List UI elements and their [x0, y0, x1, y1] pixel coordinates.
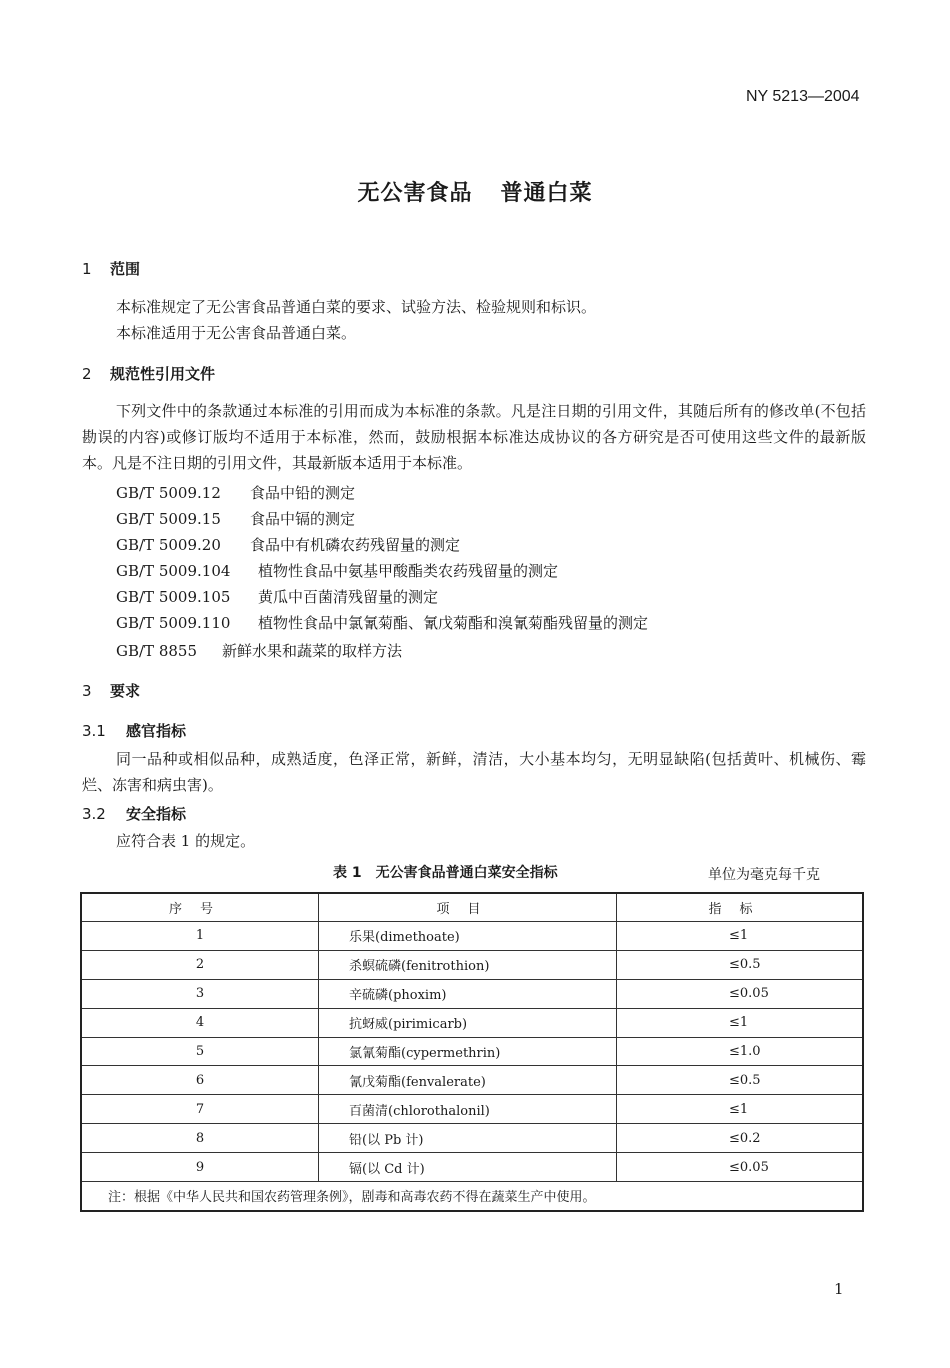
row-limit: ≤0.5 [617, 1066, 864, 1095]
table-note: 注：根据《中华人民共和国农药管理条例》，剧毒和高毒农药不得在蔬菜生产中使用。 [81, 1182, 863, 1211]
section-3-1-number: 3.1 [82, 722, 106, 740]
header-item: 项目 [319, 893, 617, 922]
row-serial: 2 [81, 950, 319, 979]
section-3-number: 3 [82, 682, 92, 700]
page-title [0, 176, 950, 207]
row-limit: ≤1 [617, 1095, 864, 1124]
section-3-2-heading [82, 803, 186, 824]
reference-code: GB/T 5009.110 [116, 614, 231, 632]
section-1-para-1: 本标准规定了无公害食品普通白菜的要求、试验方法、检验规则和标识。 [116, 298, 597, 316]
section-2-number: 2 [82, 365, 92, 383]
row-limit: ≤1 [617, 922, 864, 951]
row-serial: 4 [81, 1008, 319, 1037]
reference-code: GB/T 8855 [116, 642, 198, 660]
row-item: 杀螟硫磷(fenitrothion) [319, 950, 617, 979]
reference-code: GB/T 5009.20 [116, 536, 221, 554]
row-item: 镉(以 Cd 计) [319, 1153, 617, 1182]
reference-name: 食品中镉的测定 [250, 510, 356, 528]
table-unit: 单位为毫克每千克 [708, 867, 820, 883]
row-limit: ≤1.0 [617, 1037, 864, 1066]
header-limit: 指标 [617, 893, 864, 922]
reference-code: GB/T 5009.15 [116, 510, 221, 528]
title-part-2: 普通白菜 [500, 181, 593, 206]
row-serial: 1 [81, 922, 319, 951]
table-row [81, 1008, 863, 1037]
row-serial: 9 [81, 1153, 319, 1182]
reference-name: 植物性食品中氯氰菊酯、氰戊菊酯和溴氰菊酯残留量的测定 [258, 614, 649, 632]
row-limit: ≤0.05 [617, 1153, 864, 1182]
section-3-title: 要求 [110, 682, 141, 700]
row-limit: ≤0.2 [617, 1124, 864, 1153]
section-1-number: 1 [82, 260, 92, 278]
reference-code: GB/T 5009.12 [116, 484, 221, 502]
table-row [81, 922, 863, 951]
section-3-2-title: 安全指标 [126, 805, 187, 823]
row-item: 铅(以 Pb 计) [319, 1124, 617, 1153]
section-2-title: 规范性引用文件 [110, 365, 216, 383]
reference-code: GB/T 5009.105 [116, 588, 231, 606]
safety-index-table [80, 892, 864, 1212]
table-row [81, 950, 863, 979]
section-1-title: 范围 [110, 260, 141, 278]
table-caption: 表 1 无公害食品普通白菜安全指标 [333, 865, 558, 881]
page-number: 1 [834, 1280, 844, 1298]
section-1-heading [82, 258, 140, 279]
row-limit: ≤0.5 [617, 950, 864, 979]
table-row [81, 1153, 863, 1182]
row-item: 乐果(dimethoate) [319, 922, 617, 951]
reference-item [116, 534, 460, 555]
document-number: NY 5213—2004 [746, 88, 860, 105]
table-row [81, 1066, 863, 1095]
reference-code: GB/T 5009.104 [116, 562, 231, 580]
row-item: 氰戊菊酯(fenvalerate) [319, 1066, 617, 1095]
reference-item [116, 640, 402, 661]
reference-name: 植物性食品中氨基甲酸酯类农药残留量的测定 [258, 562, 559, 580]
table-row [81, 1037, 863, 1066]
section-1-para-2: 本标准适用于无公害食品普通白菜。 [116, 324, 357, 342]
reference-item [116, 560, 558, 581]
row-limit: ≤1 [617, 1008, 864, 1037]
row-item: 抗蚜威(pirimicarb) [319, 1008, 617, 1037]
row-serial: 5 [81, 1037, 319, 1066]
table-row [81, 1095, 863, 1124]
row-item: 百菌清(chlorothalonil) [319, 1095, 617, 1124]
section-3-2-text: 应符合表 1 的规定。 [116, 832, 256, 850]
reference-name: 食品中铅的测定 [250, 484, 356, 502]
header-serial: 序号 [81, 893, 319, 922]
row-item: 辛硫磷(phoxim) [319, 979, 617, 1008]
row-item: 氯氰菊酯(cypermethrin) [319, 1037, 617, 1066]
row-limit: ≤0.05 [617, 979, 864, 1008]
reference-item [116, 508, 355, 529]
section-3-heading [82, 680, 140, 701]
row-serial: 8 [81, 1124, 319, 1153]
title-part-1: 无公害食品 [357, 181, 473, 206]
table-row [81, 979, 863, 1008]
section-3-2-number: 3.2 [82, 805, 106, 823]
reference-item [116, 612, 648, 633]
reference-name: 黄瓜中百菌清残留量的测定 [258, 588, 439, 606]
section-3-1-title: 感官指标 [126, 722, 187, 740]
section-2-heading [82, 363, 215, 384]
reference-item [116, 482, 355, 503]
section-3-1-heading [82, 720, 186, 741]
table-note-row [81, 1182, 863, 1211]
reference-name: 食品中有机磷农药残留量的测定 [250, 536, 461, 554]
table-header-row [81, 893, 863, 922]
row-serial: 7 [81, 1095, 319, 1124]
section-2-intro: 下列文件中的条款通过本标准的引用而成为本标准的条款。凡是注日期的引用文件，其随后所有的修改单(不包括勘误的内容)或修订版均不适用于本标准，然而，鼓励根据本标准达成协议的各方研究是否可使用这些文件的最新版本。凡是不注日期的引用文件，其最新版本适用于本标准。 [82, 402, 866, 472]
reference-name: 新鲜水果和蔬菜的取样方法 [222, 642, 403, 660]
section-3-1-text: 同一品种或相似品种，成熟适度，色泽正常，新鲜，清洁，大小基本均匀，无明显缺陷(包括黄叶、机械伤、霉烂、冻害和病虫害)。 [82, 750, 866, 794]
row-serial: 6 [81, 1066, 319, 1095]
row-serial: 3 [81, 979, 319, 1008]
reference-item [116, 586, 438, 607]
table-row [81, 1124, 863, 1153]
